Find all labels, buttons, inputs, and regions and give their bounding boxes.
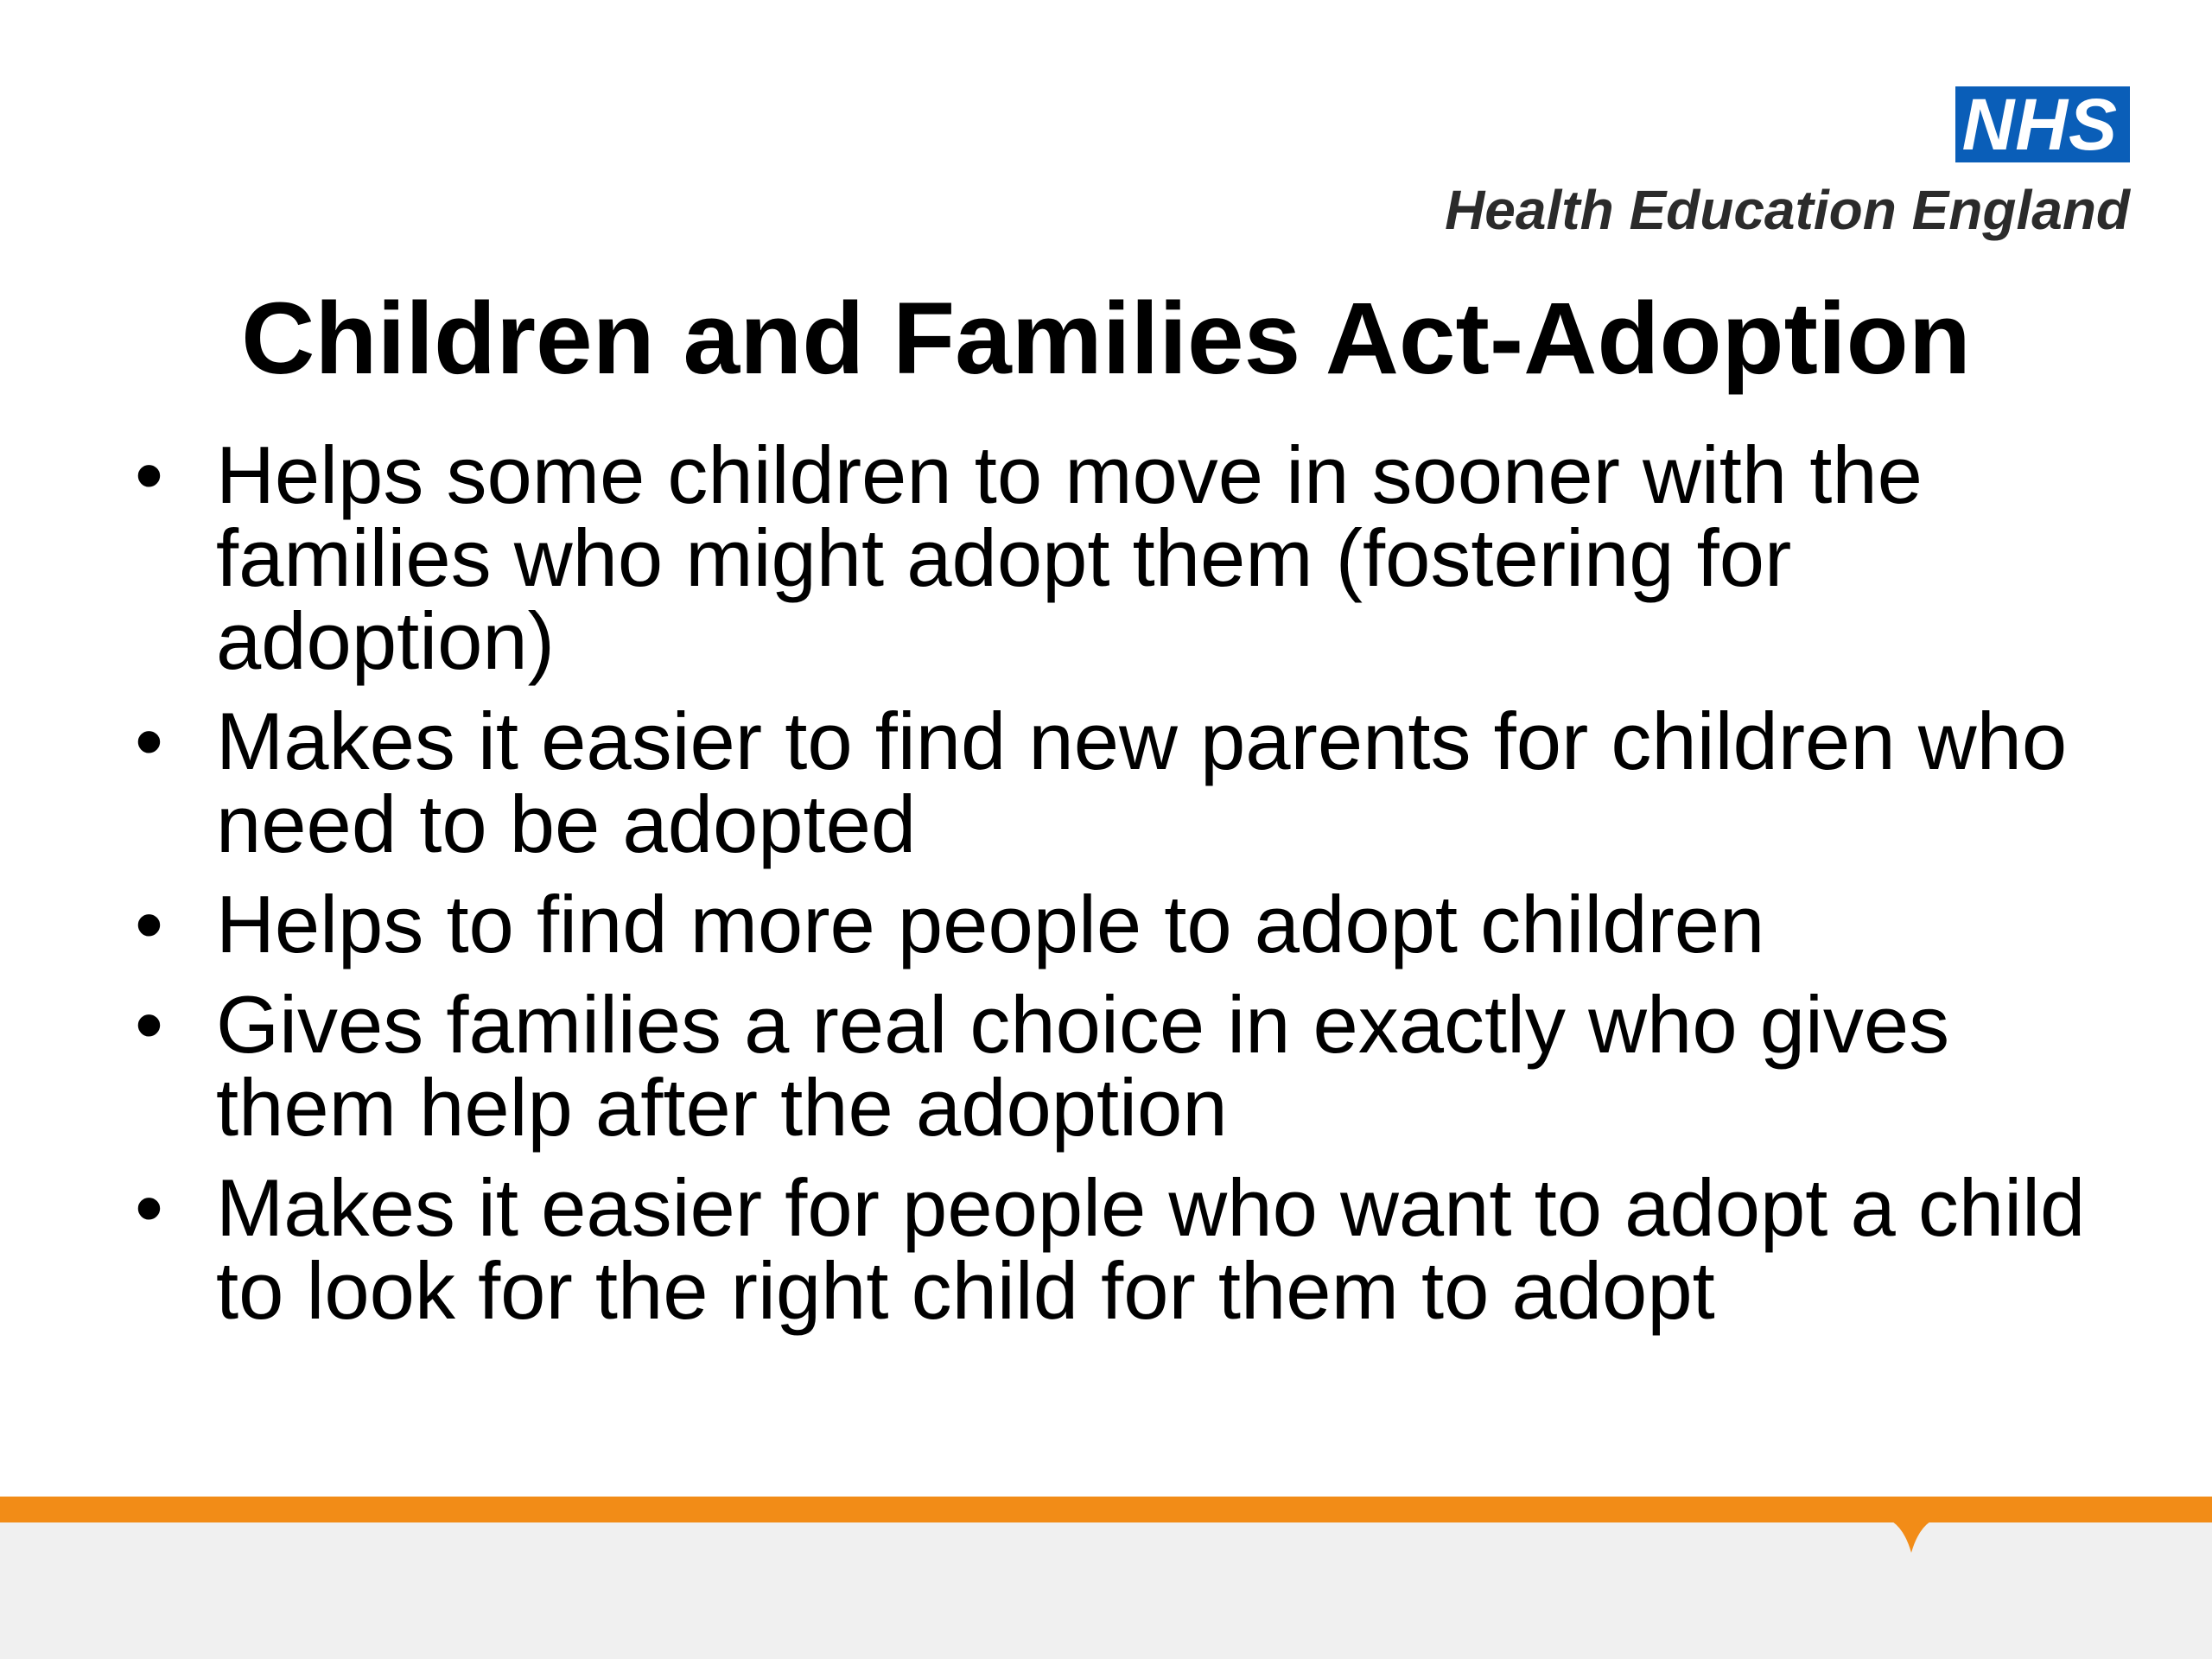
bullet-text: Gives families a real choice in exactly who gives them help after the adoption	[216, 979, 1950, 1153]
bullet-text: Helps to find more people to adopt children	[216, 879, 1765, 969]
nhs-hee-logo	[1445, 86, 2130, 240]
bullet-marker: •	[135, 429, 163, 520]
bullet-item	[130, 696, 2117, 869]
bullet-text: Makes it easier for people who want to adopt a child to look for the right child for them to adopt	[216, 1162, 2086, 1336]
bullet-marker: •	[135, 696, 163, 786]
bullet-list	[130, 429, 2117, 1350]
bullet-marker: •	[135, 1162, 163, 1253]
bullet-marker: •	[135, 979, 163, 1070]
bullet-text: Helps some children to move in sooner with the families who might adopt them (fostering for adoption)	[216, 429, 1923, 686]
nhs-logo: NHS	[1955, 86, 2130, 162]
slide-title: Children and Families Act-Adoption	[241, 282, 1971, 396]
bullet-text: Makes it easier to find new parents for children who need to be adopted	[216, 696, 2068, 869]
bullet-item	[130, 1162, 2117, 1336]
bullet-item	[130, 429, 2117, 686]
organisation-name: Health Education England	[1445, 179, 2130, 241]
bullet-item	[130, 979, 2117, 1153]
footer-notch-shape	[0, 1516, 2212, 1577]
bullet-marker: •	[135, 879, 163, 969]
bullet-item	[130, 879, 2117, 969]
